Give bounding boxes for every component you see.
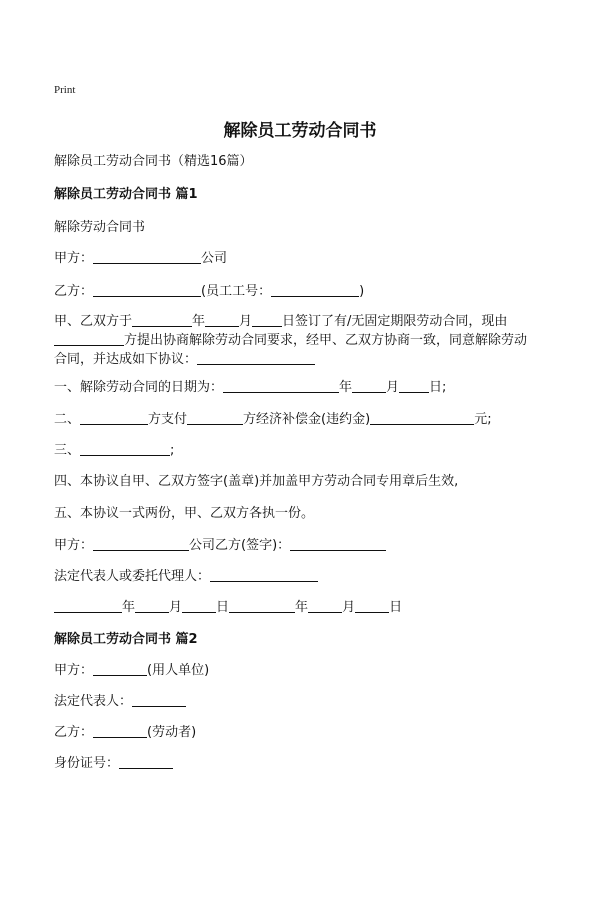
sign-a-blank[interactable] bbox=[93, 536, 189, 551]
party-a-label: 甲方： bbox=[54, 251, 94, 266]
rep-blank[interactable] bbox=[210, 567, 318, 582]
date2-day-blank[interactable] bbox=[355, 598, 389, 613]
section2-heading: 解除员工劳动合同书 篇2 bbox=[54, 632, 198, 647]
date2-day: 日 bbox=[389, 600, 403, 615]
s2-rep-blank[interactable] bbox=[132, 692, 186, 707]
p1-text-day: 日签订了有/无固定期限劳动合同，现由 bbox=[282, 314, 508, 329]
item3-suffix: ; bbox=[170, 443, 175, 458]
item1-day-blank[interactable] bbox=[399, 378, 429, 393]
item3-blank[interactable] bbox=[80, 441, 170, 456]
party-b-label: 乙方： bbox=[54, 284, 94, 299]
p1-agreement-blank[interactable] bbox=[197, 350, 315, 365]
p1-party-blank[interactable] bbox=[54, 331, 124, 346]
p1-text-b: 方提出协商解除劳动合同要求，经甲、乙双方协商一致，同意解除劳动 bbox=[124, 333, 528, 348]
item2-prefix: 二、 bbox=[54, 412, 81, 427]
document-subtitle: 解除员工劳动合同书（精选16篇） bbox=[54, 154, 253, 169]
item1-year-blank[interactable] bbox=[223, 378, 339, 393]
item-4: 四、本协议自甲、乙双方签字(盖章)并加盖甲方劳动合同专用章后生效, bbox=[54, 474, 459, 489]
date1-year: 年 bbox=[122, 600, 136, 615]
s2-party-b-blank[interactable] bbox=[93, 723, 147, 738]
s2-id-blank[interactable] bbox=[119, 754, 173, 769]
p1-day-blank[interactable] bbox=[252, 312, 282, 327]
item2-text-b: 方支付 bbox=[148, 412, 188, 427]
s2-party-a-suffix: (用人单位) bbox=[147, 663, 210, 678]
section1-party-a bbox=[54, 249, 227, 268]
item1-text: 一、解除劳动合同的日期为： bbox=[54, 380, 224, 395]
item2-text-c: 方经济补偿金(违约金) bbox=[243, 412, 371, 427]
p1-year: 年 bbox=[192, 314, 206, 329]
party-b-mid: (员工工号： bbox=[201, 284, 272, 299]
sign-party-a: 甲方： bbox=[54, 538, 94, 553]
s2-party-b-suffix: (劳动者) bbox=[147, 725, 197, 740]
item-1 bbox=[54, 378, 446, 397]
s2-rep-label: 法定代表人： bbox=[54, 694, 133, 709]
party-a-suffix: 公司 bbox=[201, 251, 228, 266]
print-label[interactable]: Print bbox=[54, 84, 76, 96]
s2-party-a-label: 甲方： bbox=[54, 663, 94, 678]
sign-b-blank[interactable] bbox=[290, 536, 386, 551]
document-title: 解除员工劳动合同书 bbox=[223, 121, 377, 141]
date1-month-blank[interactable] bbox=[135, 598, 169, 613]
section2-id-number bbox=[54, 754, 173, 773]
section2-party-a bbox=[54, 661, 209, 680]
party-a-blank[interactable] bbox=[93, 249, 201, 264]
s2-id-label: 身份证号： bbox=[54, 756, 120, 771]
item-3 bbox=[54, 441, 174, 460]
item1-month-blank[interactable] bbox=[352, 378, 386, 393]
sign-party-b: 公司乙方(签字)： bbox=[189, 538, 291, 553]
p1-month-blank[interactable] bbox=[205, 312, 239, 327]
signature-line bbox=[54, 536, 386, 555]
section1-heading: 解除员工劳动合同书 篇1 bbox=[54, 187, 198, 202]
date-line bbox=[54, 598, 402, 617]
section2-party-b bbox=[54, 723, 196, 742]
employee-id-blank[interactable] bbox=[271, 282, 359, 297]
p1-text-a: 甲、乙双方于 bbox=[54, 314, 133, 329]
item2-amount-blank[interactable] bbox=[370, 410, 474, 425]
date2-month-blank[interactable] bbox=[308, 598, 342, 613]
item-2 bbox=[54, 410, 492, 429]
section2-representative bbox=[54, 692, 186, 711]
item2-text-d: 元; bbox=[474, 412, 492, 427]
representative-line bbox=[54, 567, 318, 586]
party-b-end: ) bbox=[359, 284, 365, 299]
date2-year-blank[interactable] bbox=[229, 598, 295, 613]
section1-paragraph bbox=[54, 312, 548, 369]
item1-day: 日; bbox=[429, 380, 447, 395]
p1-month: 月 bbox=[239, 314, 253, 329]
p1-text-c: 合同，并达成如下协议： bbox=[54, 352, 198, 367]
item2-blank-1[interactable] bbox=[80, 410, 148, 425]
section1-doc-name: 解除劳动合同书 bbox=[54, 220, 146, 235]
item2-blank-2[interactable] bbox=[187, 410, 243, 425]
date1-day: 日 bbox=[216, 600, 230, 615]
s2-party-b-label: 乙方： bbox=[54, 725, 94, 740]
date1-month: 月 bbox=[169, 600, 183, 615]
date2-year: 年 bbox=[295, 600, 309, 615]
item-5: 五、本协议一式两份，甲、乙双方各执一份。 bbox=[54, 506, 315, 521]
item1-month: 月 bbox=[386, 380, 400, 395]
date2-month: 月 bbox=[342, 600, 356, 615]
item1-year: 年 bbox=[339, 380, 353, 395]
date1-day-blank[interactable] bbox=[182, 598, 216, 613]
s2-party-a-blank[interactable] bbox=[93, 661, 147, 676]
rep-label: 法定代表人或委托代理人： bbox=[54, 569, 211, 584]
section1-party-b bbox=[54, 282, 364, 301]
p1-date-blank[interactable] bbox=[132, 312, 192, 327]
party-b-blank[interactable] bbox=[93, 282, 201, 297]
item3-prefix: 三、 bbox=[54, 443, 81, 458]
date1-year-blank[interactable] bbox=[54, 598, 122, 613]
